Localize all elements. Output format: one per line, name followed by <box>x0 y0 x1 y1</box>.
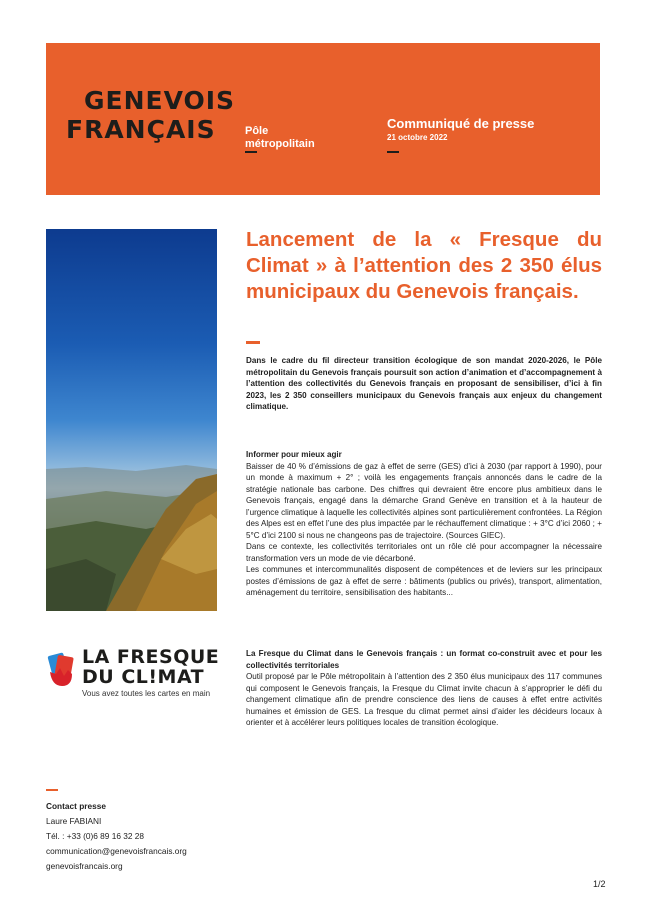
page-title: Lancement de la « Fresque du Climat » à l’attention des 2 350 élus municipaux du Genevois français. <box>246 228 602 303</box>
logo-line2: FRANÇAIS <box>66 115 216 144</box>
fresque-climat-logo <box>46 644 226 704</box>
contact-block <box>46 799 187 874</box>
fresque-title-line1: LA FRESQUE <box>82 646 220 668</box>
logo-divider <box>245 151 257 153</box>
fresque-tagline: Vous avez toutes les cartes en main <box>82 689 211 698</box>
section1-paragraph2: Dans ce contexte, les collectivités territoriales ont un rôle clé pour accompagner la nécessaire transformation vers un mode de vie décarboné. <box>246 542 602 563</box>
logo-subtitle <box>245 125 315 151</box>
hand-cards-icon <box>46 650 76 688</box>
section1-paragraph1: Baisser de 40 % d’émissions de gaz à effet de serre (GES) d’ici à 2030 (par rapport à 1990), pour un monde à maximum + 2° ; voilà les engagements français annoncés dans le cadre de la stratégie nationale bas carbone. Des chiffres qui devraient être encore plus ambitieux dans le Genevois français, engagé dans la démarche Grand Genève en transition et à la hauteur de l’urgence climatique à laquelle les collectivités alpines sont particulièrement confrontées. La Région des Alpes est en effet l’une des plus impactée par le réchauffement climatique : + 3°C d’ici 2060 ; + 5°C d’ici 2100 si nous ne changeons pas de trajectoire. (Sources GIEC). <box>246 461 602 540</box>
logo-sub-line1: Pôle <box>245 125 269 137</box>
logo-line1: GENEVOIS <box>84 86 236 115</box>
landscape-photo <box>46 229 217 611</box>
section-fresque <box>246 648 602 729</box>
logo-sub-line2: métropolitain <box>245 138 315 150</box>
contact-divider <box>46 789 58 791</box>
contact-heading: Contact presse <box>46 801 106 811</box>
press-divider <box>387 151 399 153</box>
section-informer <box>246 449 602 599</box>
contact-email[interactable]: communication@genevoisfrancais.org <box>46 846 187 856</box>
section2-paragraph1: Outil proposé par le Pôle métropolitain à l’attention des 2 350 élus municipaux des 117 communes qui composent le Genevois français, la Fresque du Climat invite chacun à s’approprier le défi du changement climatique afin de prendre conscience des liens de causes à effet entre activités humaines et émission de GES. La fresque du climat permet ainsi d’aider les décideurs locaux à orienter et à accélérer leurs politiques locales de transition écologique. <box>246 672 602 727</box>
press-label: Communiqué de presse <box>387 116 535 131</box>
contact-phone[interactable]: Tél. : +33 (0)6 89 16 32 28 <box>46 831 145 841</box>
contact-name: Laure FABIANI <box>46 816 102 826</box>
page-number: 1/2 <box>593 879 606 889</box>
section1-paragraph3: Les communes et intercommunalités disposent de compétences et de leviers sur les principaux postes d’émissions de gaz à effet de serre : bâtiments (publics ou privés), transport, alimentation, aménagement du territoire, sensibilisation des habitants... <box>246 565 602 597</box>
press-date: 21 octobre 2022 <box>387 133 448 142</box>
title-divider <box>246 341 260 344</box>
section1-heading: Informer pour mieux agir <box>246 450 342 459</box>
section2-heading: La Fresque du Climat dans le Genevois français : un format co-construit avec et pour les collectivités territoriales <box>246 649 602 670</box>
landscape-illustration <box>46 229 217 611</box>
fresque-title-line2: DU CL!MAT <box>82 666 205 688</box>
header-banner <box>46 43 600 195</box>
contact-website[interactable]: genevoisfrancais.org <box>46 861 123 871</box>
intro-paragraph: Dans le cadre du fil directeur transition écologique de son mandat 2020-2026, le Pôle métropolitain du Genevois français poursuit son action d’animation et d’accompagnement à l’attention des collectivités du Genevois français en proposant de sensibiliser, d’ici à fin 2023, les 2 350 conseillers municipaux du Genevois français aux enjeux du changement climatique. <box>246 356 602 411</box>
